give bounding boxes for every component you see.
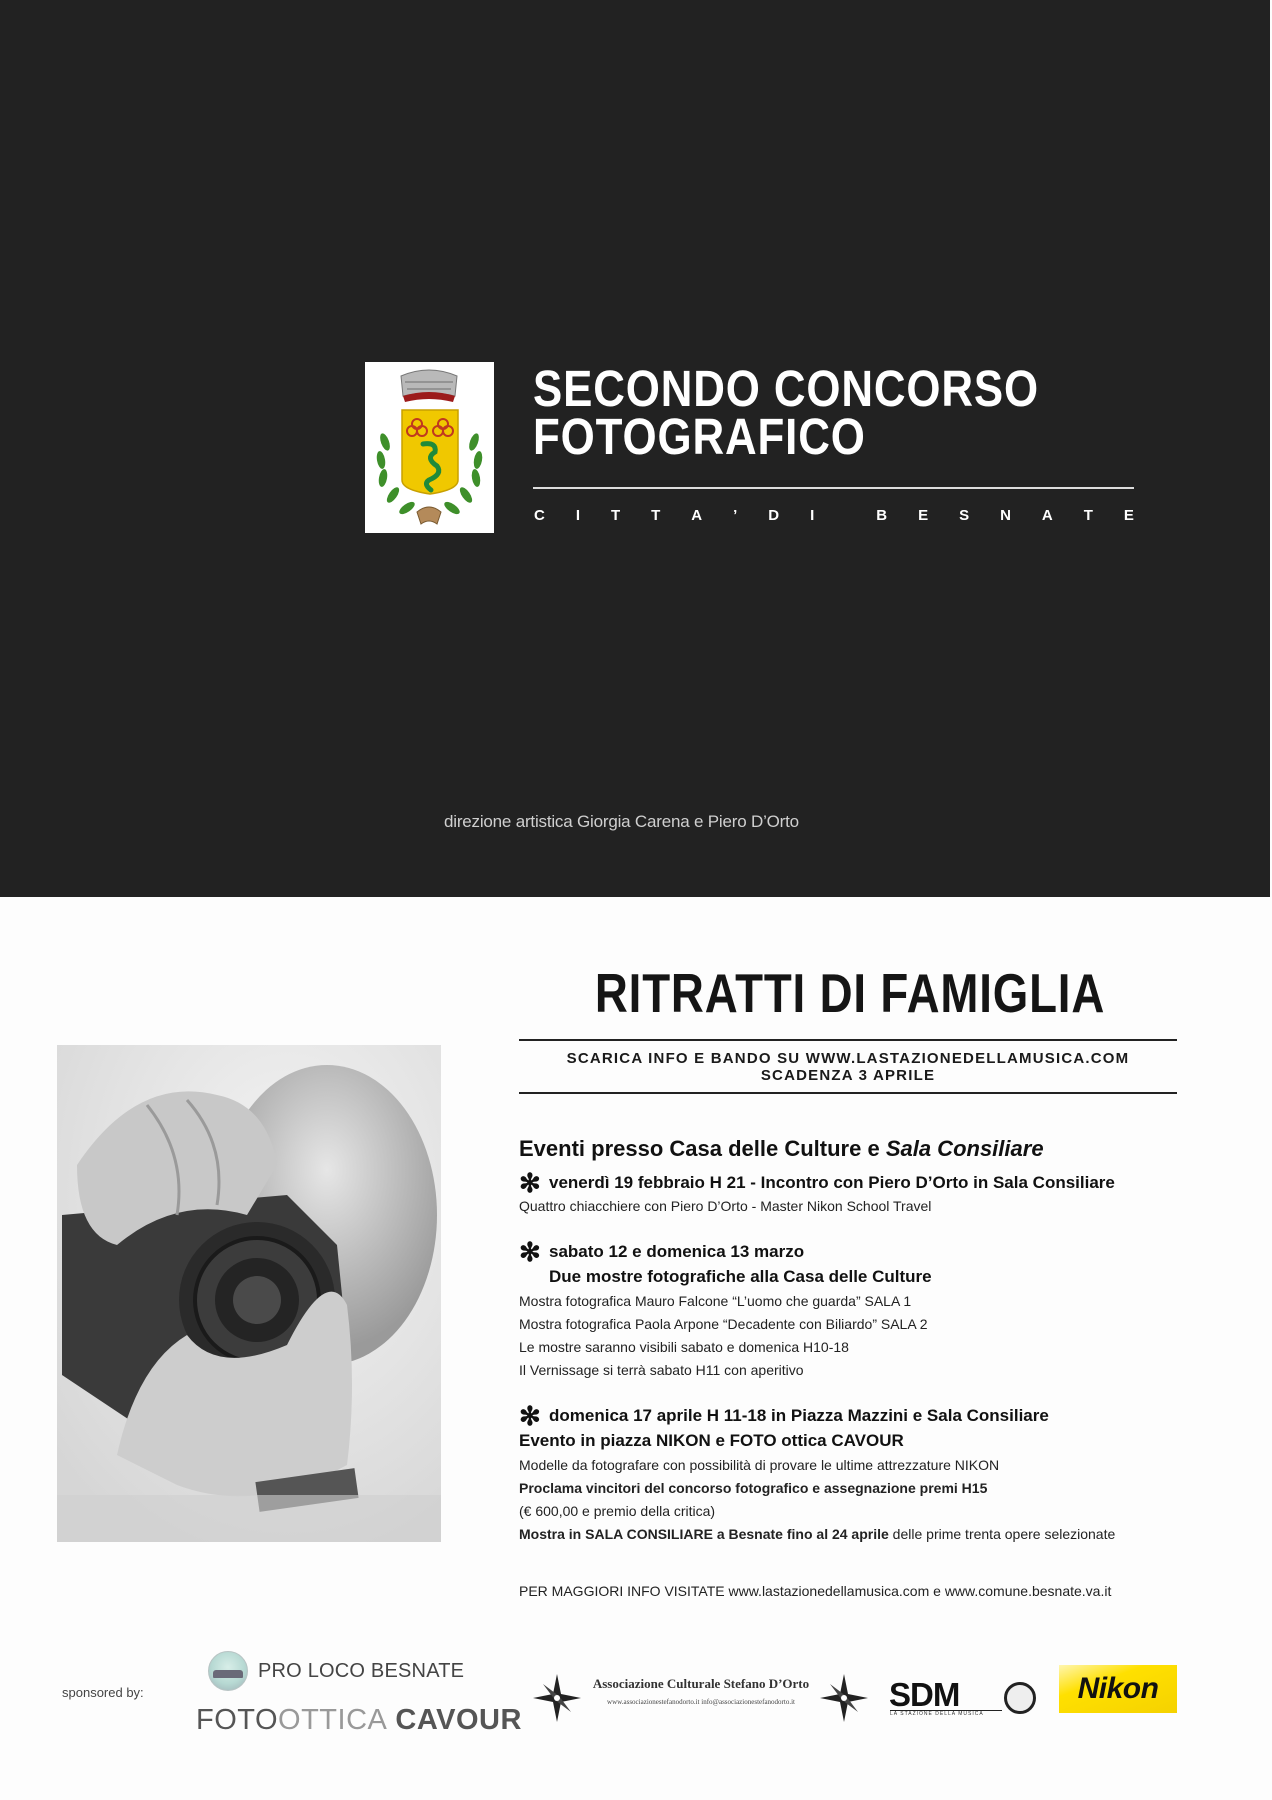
poster-title: RITRATTI DI FAMIGLIA — [594, 962, 1106, 1024]
compass-rose-icon — [533, 1674, 581, 1722]
prize-line: (€ 600,00 e premio della critica) — [519, 1503, 716, 1519]
event-item — [519, 1237, 1199, 1382]
city-letter: B — [876, 507, 888, 524]
city-letter: T — [1083, 507, 1093, 524]
download-line[interactable]: SCARICA INFO E BANDO SU WWW.LASTAZIONEDELLAMUSICA.COM — [566, 1050, 1130, 1067]
events-heading — [519, 1136, 1199, 1162]
fotoottica-foto: FOTO — [196, 1704, 279, 1736]
city-letter: I — [575, 507, 580, 524]
event-title: sabato 12 e domenica 13 marzo — [549, 1242, 805, 1261]
sponsor-proloco — [208, 1651, 464, 1691]
city-letter: N — [1000, 507, 1011, 524]
divider — [519, 1039, 1177, 1041]
event-line — [519, 1477, 1199, 1500]
event-line: Le mostre saranno visibili sabato e domenica H10-18 — [519, 1339, 849, 1355]
event-head — [519, 1168, 1199, 1198]
proloco-name: PRO LOCO BESNATE — [258, 1659, 465, 1682]
title-line-1: SECONDO CONCORSO — [533, 360, 1040, 417]
assoc-web: www.associazionestefanodorto.it info@associazionestefanodorto.it — [607, 1698, 795, 1706]
city-letter: C — [534, 507, 545, 524]
proloco-logo-icon — [208, 1651, 248, 1691]
main-title — [533, 360, 1049, 465]
fotoottica-cavour: CAVOUR — [395, 1704, 522, 1736]
city-letter: A — [691, 507, 703, 524]
event-item — [519, 1401, 1199, 1546]
deadline-line: SCADENZA 3 APRILE — [760, 1067, 936, 1084]
city-letter: D — [768, 507, 780, 524]
artistic-direction: direzione artistica Giorgia Carena e Piero D’Orto — [444, 812, 799, 831]
photographer-photo — [57, 1045, 441, 1542]
heading-text: Eventi presso Casa delle Culture e — [519, 1136, 886, 1161]
event-subtitle: Due mostre fotografiche alla Casa delle Culture — [549, 1267, 932, 1286]
event-line: Modelle da fotografare con possibilità di provare le ultime attrezzature NIKON — [519, 1457, 1000, 1473]
heading-italic-text: Sala Consiliare — [885, 1136, 1044, 1161]
title-line-2: FOTOGRAFICO — [533, 408, 866, 465]
city-letter: I — [810, 507, 815, 524]
exhibit-rest: delle prime trenta opere selezionate — [888, 1526, 1116, 1542]
sponsored-label: sponsored by: — [62, 1685, 144, 1700]
events-section — [519, 1136, 1199, 1568]
asterisk-icon: ✻ — [519, 1237, 541, 1267]
event-line: Mostra fotografica Paola Arpone “Decadente con Biliardo” SALA 2 — [519, 1316, 928, 1332]
event-head — [519, 1401, 1199, 1431]
event-line: Il Vernissage si terrà sabato H11 con aperitivo — [519, 1362, 804, 1378]
fotoottica-ottica: OTTICA — [278, 1704, 388, 1736]
sponsor-sdm — [887, 1670, 1037, 1720]
sdm-badge-icon — [1004, 1682, 1036, 1714]
awards-line: Proclama vincitori del concorso fotografico e assegnazione premi H15 — [519, 1480, 988, 1496]
asterisk-icon: ✻ — [519, 1401, 541, 1431]
sdm-tagline: LA STAZIONE DELLA MUSICA — [890, 1710, 1002, 1717]
more-info-line[interactable]: PER MAGGIORI INFO VISITATE www.lastazionedellamusica.com e www.comune.besnate.va.it — [519, 1583, 1112, 1599]
city-subtitle — [534, 507, 1134, 524]
sponsor-nikon — [1059, 1665, 1177, 1713]
city-letter: E — [918, 507, 929, 524]
download-info — [519, 1050, 1177, 1084]
city-letter: T — [610, 507, 621, 524]
compass-rose-icon — [820, 1674, 868, 1722]
coat-of-arms-icon — [365, 362, 494, 533]
event-item — [519, 1168, 1199, 1218]
event-line: Quattro chiacchiere con Piero D’Orto - Master Nikon School Travel — [519, 1198, 932, 1214]
city-letter: A — [1041, 507, 1053, 524]
city-letter: E — [1123, 507, 1134, 524]
sponsor-fotoottica — [196, 1704, 522, 1737]
city-letter: T — [651, 507, 661, 524]
sdm-logo: SDM — [889, 1676, 960, 1713]
city-letter: S — [959, 507, 970, 524]
assoc-name: Associazione Culturale Stefano D’Orto — [592, 1676, 810, 1691]
nikon-logo: Nikon — [1077, 1672, 1159, 1705]
event-line: Mostra fotografica Mauro Falcone “L’uomo che guarda” SALA 1 — [519, 1293, 912, 1309]
exhibit-bold: Mostra in SALA CONSILIARE a Besnate fino al 24 aprile — [519, 1526, 889, 1542]
event-title: domenica 17 aprile H 11-18 in Piazza Mazzini e Sala Consiliare — [549, 1406, 1049, 1425]
event-subtitle: Evento in piazza NIKON e FOTO ottica CAVOUR — [519, 1431, 904, 1450]
event-title: venerdì 19 febbraio H 21 - Incontro con Piero D’Orto in Sala Consiliare — [549, 1173, 1115, 1192]
divider — [519, 1092, 1177, 1094]
title-divider — [533, 487, 1134, 489]
asterisk-icon: ✻ — [519, 1168, 541, 1198]
city-letter: ’ — [733, 507, 738, 524]
sponsor-associazione — [533, 1668, 868, 1728]
event-line — [519, 1523, 1199, 1546]
event-head — [519, 1237, 1199, 1267]
